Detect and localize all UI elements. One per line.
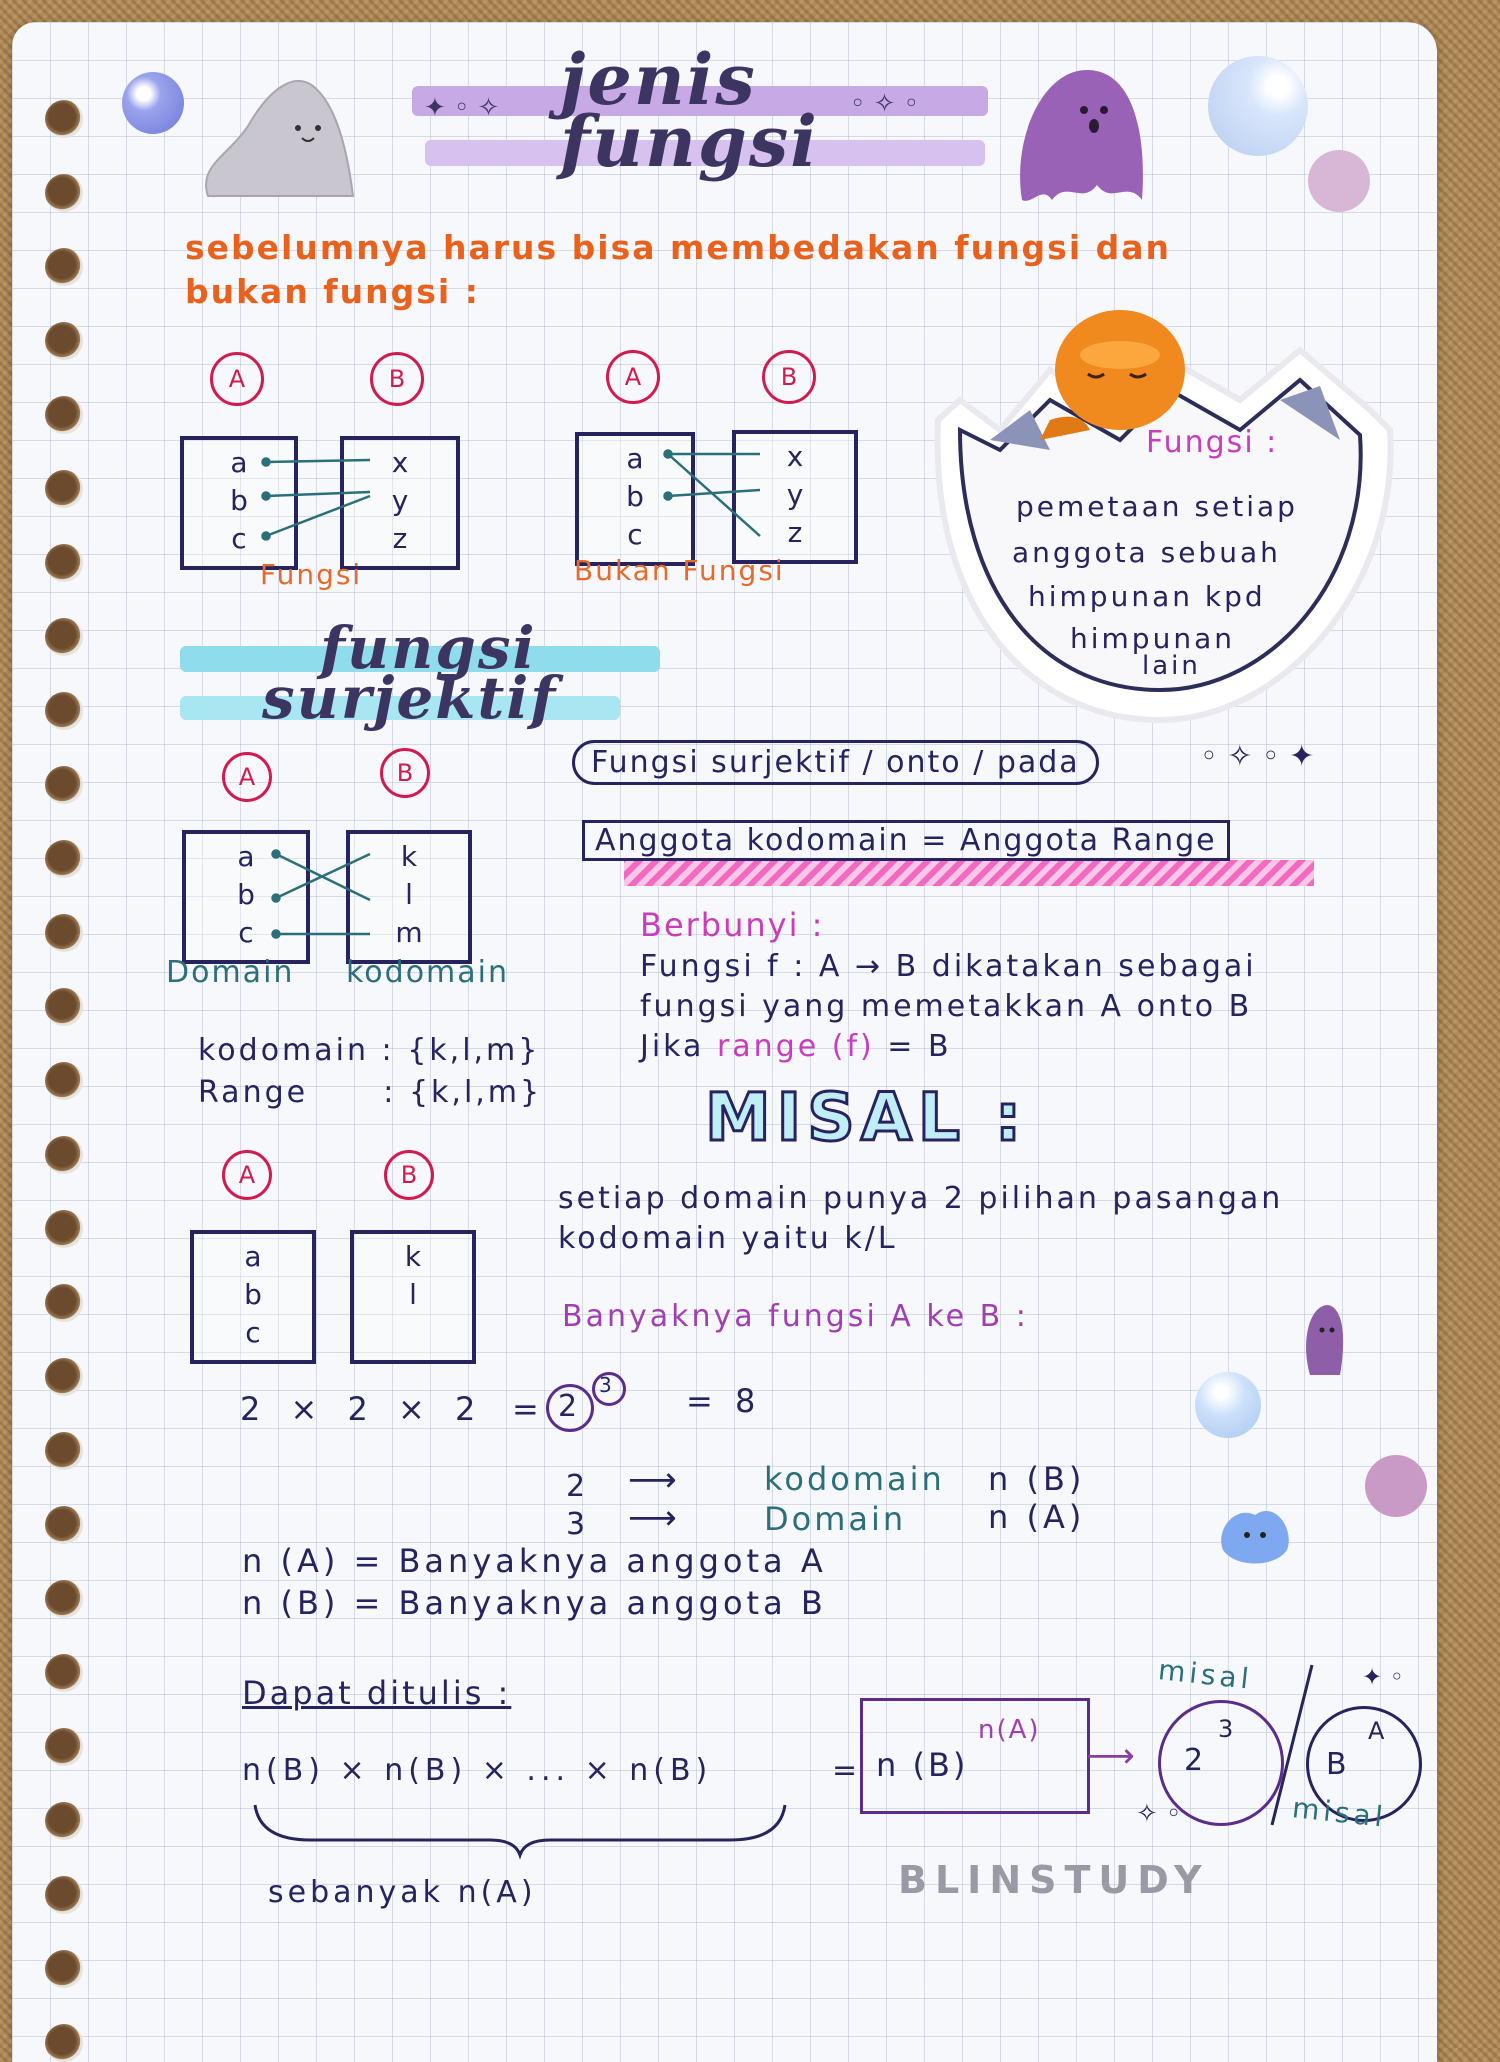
domain-item: b bbox=[237, 878, 255, 911]
brace-caption: sebanyak n(A) bbox=[268, 1875, 537, 1910]
spiral-hole bbox=[45, 1432, 83, 1470]
domain-item: b bbox=[626, 480, 644, 513]
codomain-caption: kodomain bbox=[346, 955, 510, 990]
intro-line1: sebelumnya harus bisa membedakan fungsi dan bbox=[185, 228, 1172, 267]
result-base: n (B) bbox=[876, 1746, 969, 1784]
spiral-hole bbox=[45, 174, 83, 212]
spiral-hole bbox=[45, 322, 83, 360]
ex1-base: 2 bbox=[1184, 1743, 1204, 1778]
domain-item: c bbox=[238, 916, 254, 949]
surjektif-title-line2: surjektif bbox=[262, 664, 558, 732]
nA-definition: n (A) = Banyaknya anggota A bbox=[242, 1542, 827, 1580]
ex2-exp: A bbox=[1368, 1717, 1385, 1745]
domain-item: a bbox=[244, 1240, 262, 1273]
codomain-item: z bbox=[392, 522, 408, 555]
set-b-label: B bbox=[380, 748, 430, 798]
set-a-label: A bbox=[222, 752, 272, 802]
equation-result: = 8 bbox=[686, 1382, 762, 1420]
misal-text-line: setiap domain punya 2 pilihan pasangan bbox=[558, 1181, 1284, 1216]
surjektif-names-pill: Fungsi surjektif / onto / pada bbox=[572, 740, 1099, 785]
domain-item: c bbox=[245, 1316, 261, 1349]
codomain-item: y bbox=[786, 478, 804, 511]
sparkle-icon: ✦ ◦ bbox=[1362, 1663, 1404, 1691]
jika-suffix: = B bbox=[887, 1029, 952, 1064]
spiral-hole bbox=[45, 1210, 83, 1248]
set-b-label: B bbox=[370, 352, 424, 406]
domain-item: c bbox=[231, 522, 247, 555]
general-label: Dapat ditulis : bbox=[242, 1674, 512, 1712]
result-exp: n(A) bbox=[978, 1715, 1041, 1745]
surjektif-title-line1: fungsi bbox=[320, 614, 537, 682]
legend-arrow-icon: ⟶ bbox=[628, 1460, 677, 1500]
codomain-item: x bbox=[391, 446, 409, 479]
spiral-hole bbox=[45, 1728, 83, 1766]
spiral-hole bbox=[45, 988, 83, 1026]
codomain-item: z bbox=[787, 516, 803, 549]
watermark: BLINSTUDY bbox=[898, 1858, 1210, 1902]
set-a-label: A bbox=[606, 350, 660, 404]
domain-box bbox=[190, 1230, 316, 1364]
definition-line: lain bbox=[1142, 651, 1201, 681]
example1-caption: Fungsi bbox=[260, 558, 363, 591]
spiral-hole bbox=[45, 544, 83, 582]
spiral-hole bbox=[45, 618, 83, 656]
equation-left: 2 × 2 × 2 bbox=[240, 1390, 486, 1428]
spiral-hole bbox=[45, 396, 83, 434]
spiral-hole bbox=[45, 914, 83, 952]
spiral-hole bbox=[45, 1358, 83, 1396]
sparkle-icon: ◦ ✧ ◦ bbox=[850, 89, 919, 119]
set-a-label: A bbox=[210, 352, 264, 406]
set-b-label: B bbox=[762, 350, 816, 404]
sparkle-icon: ✧ ◦ bbox=[1136, 1799, 1182, 1829]
set-b-label: B bbox=[384, 1150, 434, 1200]
mapping-arrows bbox=[660, 440, 770, 550]
mapping-arrows bbox=[270, 840, 380, 950]
mauve-bubble-icon bbox=[1308, 150, 1370, 212]
general-eq: = bbox=[832, 1753, 858, 1788]
jika-line bbox=[640, 1030, 952, 1063]
set-a-label: A bbox=[222, 1150, 272, 1200]
codomain-item: k bbox=[400, 840, 418, 873]
codomain-item: x bbox=[786, 440, 804, 473]
spiral-hole bbox=[45, 1506, 83, 1544]
definition-line: pemetaan setiap bbox=[1016, 490, 1298, 523]
curly-brace bbox=[250, 1800, 790, 1860]
spiral-hole bbox=[45, 2024, 83, 2062]
intro-line2: bukan fungsi : bbox=[185, 272, 480, 311]
spiral-hole bbox=[45, 248, 83, 286]
domain-caption: Domain bbox=[166, 955, 295, 990]
ex2-base: B bbox=[1326, 1747, 1347, 1782]
domain-item: b bbox=[244, 1278, 262, 1311]
berbunyi-label: Berbunyi : bbox=[640, 906, 825, 944]
page-title-line1: jenis bbox=[560, 38, 757, 121]
codomain-item: l bbox=[409, 1278, 417, 1311]
equation-eq: = bbox=[512, 1390, 539, 1428]
spiral-hole bbox=[45, 1876, 83, 1914]
definition-line: himpunan bbox=[1070, 622, 1235, 655]
legend-n: n (A) bbox=[988, 1498, 1086, 1536]
legend-label: Domain bbox=[764, 1500, 907, 1538]
misal-bottom-label: misal bbox=[1290, 1791, 1389, 1834]
spiral-hole bbox=[45, 840, 83, 878]
misal-top-label: misal bbox=[1156, 1653, 1255, 1696]
surjektif-definition-box: Anggota kodomain = Anggota Range bbox=[582, 820, 1230, 861]
codomain-item: l bbox=[405, 878, 413, 911]
codomain-box bbox=[350, 1230, 476, 1364]
example2-caption: Bukan Fungsi bbox=[574, 554, 785, 587]
definition-line: anggota sebuah bbox=[1012, 536, 1281, 569]
domain-item: a bbox=[237, 840, 255, 873]
codomain-item: k bbox=[404, 1240, 422, 1273]
blue-bubble-icon bbox=[122, 72, 184, 134]
spiral-hole bbox=[45, 692, 83, 730]
spiral-hole bbox=[45, 100, 83, 138]
spiral-hole bbox=[45, 1950, 83, 1988]
sparkle-icon: ◦ ✧ ◦ ✦ bbox=[1200, 739, 1315, 774]
ex1-exp: 3 bbox=[1218, 1715, 1234, 1743]
definition-heading: Fungsi : bbox=[1146, 425, 1279, 460]
light-blue-dot-icon bbox=[1195, 1372, 1261, 1438]
mapping-arrows bbox=[260, 440, 380, 560]
purple-blob-mascot-icon bbox=[1300, 1300, 1348, 1380]
domain-item: a bbox=[230, 446, 248, 479]
sparkle-icon: ✦ ◦ ✧ bbox=[424, 93, 500, 123]
highlight-stripe bbox=[624, 860, 1314, 886]
berbunyi-line: fungsi yang memetakkan A onto B bbox=[640, 989, 1253, 1024]
equation-exp: 3 bbox=[599, 1373, 612, 1397]
equation-base: 2 bbox=[558, 1389, 578, 1424]
spiral-hole bbox=[45, 1062, 83, 1100]
domain-item: a bbox=[626, 442, 644, 475]
legend-label: kodomain bbox=[764, 1460, 945, 1498]
spiral-hole bbox=[45, 1580, 83, 1618]
domain-item: b bbox=[230, 484, 248, 517]
light-blue-bubble-icon bbox=[1208, 56, 1308, 156]
kodomain-set: kodomain : {k,l,m} bbox=[198, 1033, 541, 1068]
spiral-hole bbox=[45, 1284, 83, 1322]
blue-blob-mascot-icon bbox=[1215, 1500, 1295, 1570]
purple-ghost-mascot-icon bbox=[1012, 60, 1152, 210]
legend-arrow-icon: ⟶ bbox=[628, 1498, 677, 1538]
codomain-item: y bbox=[391, 484, 409, 517]
nB-definition: n (B) = Banyaknya anggota B bbox=[242, 1584, 827, 1622]
general-product: n(B) × n(B) × ... × n(B) bbox=[242, 1753, 713, 1788]
gray-rock-mascot-icon bbox=[198, 66, 358, 206]
definition-line: himpunan kpd bbox=[1028, 580, 1266, 613]
mauve-dot-icon bbox=[1365, 1455, 1427, 1517]
misal-label: MISAL : bbox=[705, 1079, 1028, 1156]
legend-num: 2 bbox=[566, 1469, 586, 1504]
page-title-line2: fungsi bbox=[560, 100, 819, 183]
spiral-hole bbox=[45, 1136, 83, 1174]
range-set: Range : {k,l,m} bbox=[198, 1075, 543, 1110]
berbunyi-line: Fungsi f : A → B dikatakan sebagai bbox=[640, 949, 1257, 984]
legend-n: n (B) bbox=[988, 1460, 1086, 1498]
domain-item: c bbox=[627, 518, 643, 551]
result-arrow-icon: ⟶ bbox=[1086, 1736, 1135, 1776]
spiral-hole bbox=[45, 766, 83, 804]
misal-text-line: kodomain yaitu k/L bbox=[558, 1221, 898, 1256]
jika-prefix: Jika bbox=[640, 1029, 705, 1064]
spiral-hole bbox=[45, 470, 83, 508]
codomain-item: m bbox=[395, 916, 423, 949]
spiral-hole bbox=[45, 1654, 83, 1692]
jika-range: range (f) bbox=[716, 1029, 875, 1064]
spiral-hole bbox=[45, 1802, 83, 1840]
legend-num: 3 bbox=[566, 1507, 586, 1542]
banyaknya-label: Banyaknya fungsi A ke B : bbox=[562, 1299, 1029, 1334]
